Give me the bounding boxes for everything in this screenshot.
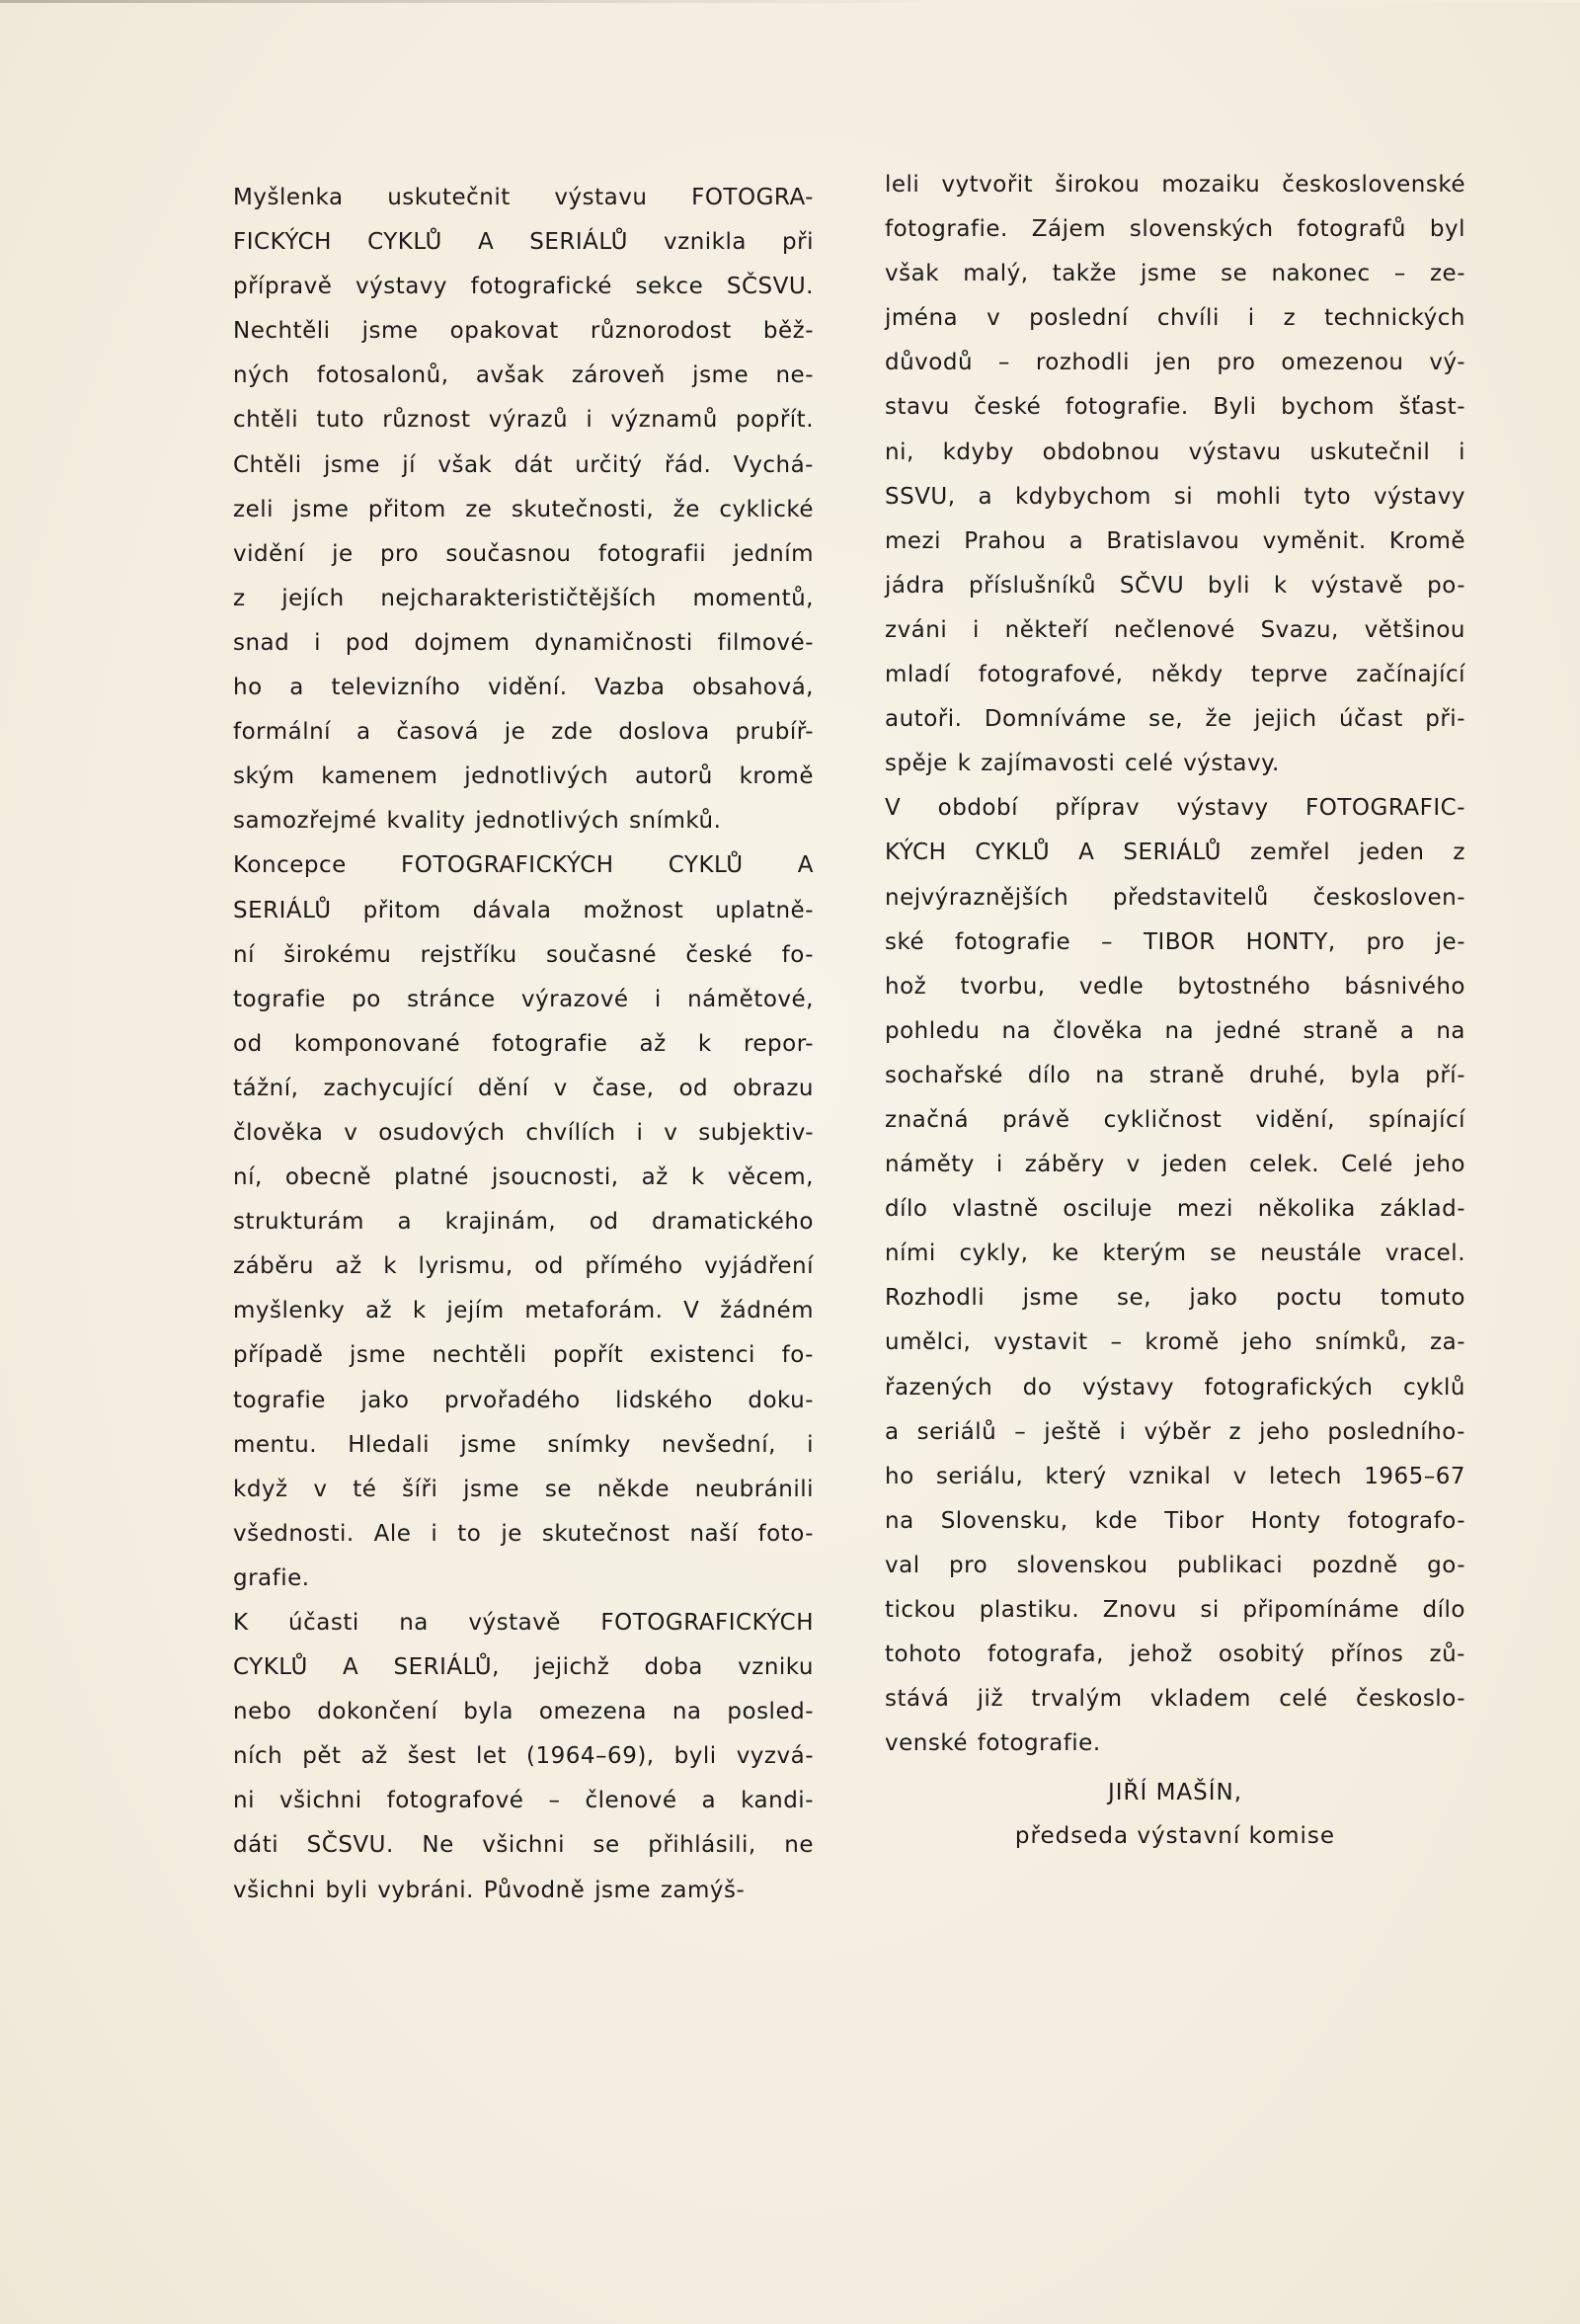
text-line: val pro slovenskou publikaci pozdně go- [885, 1552, 1465, 1578]
text-line: sochařské dílo na straně druhé, byla pří- [885, 1062, 1465, 1088]
text-line: a seriálů – ještě i výběr z jeho posledního- [885, 1418, 1465, 1445]
text-line: autoři. Domníváme se, že jejich účast při- [885, 706, 1465, 733]
text-line: strukturám a krajinám, od dramatického [233, 1209, 814, 1236]
signature-name: JIŘÍ MAŠÍN, [1107, 1780, 1243, 1805]
text-line: značná právě cykličnost vidění, spínající [885, 1106, 1465, 1133]
text-line: myšlenky až k jejím metaforám. V žádném [233, 1298, 814, 1324]
text-line: však malý, takže jsme se nakonec – ze- [885, 261, 1465, 287]
text-line: ho a televizního vidění. Vazba obsahová, [233, 675, 814, 701]
text-line: nejvýraznějších představitelů českosloven- [885, 884, 1465, 911]
text-line: hož tvorbu, vedle bytostného básnivého [885, 973, 1465, 1000]
text-line: ským kamenem jednotlivých autorů kromě [233, 763, 814, 790]
text-line: Nechtěli jsme opakovat různorodost běž- [233, 318, 814, 345]
text-line: mentu. Hledali jsme snímky nevšední, i [233, 1431, 814, 1458]
text-line: od komponované fotografie až k repor- [233, 1030, 814, 1057]
text-line: tohoto fotografa, jehož osobitý přínos zů- [885, 1642, 1465, 1668]
text-line: grafie. [233, 1564, 310, 1591]
text-line: ho seriálu, který vznikal v letech 1965–67 [885, 1463, 1465, 1489]
text-line: CYKLŮ A SERIÁLŮ, jejichž doba vzniku [233, 1654, 814, 1681]
text-line: nebo dokončení byla omezena na posled- [233, 1699, 814, 1725]
text-line: stává již trvalým vkladem celé českoslo- [885, 1686, 1465, 1713]
text-line: umělci, vystavit – kromě jeho snímků, za- [885, 1329, 1465, 1356]
text-line: fotografie. Zájem slovenských fotografů byl [885, 216, 1465, 243]
text-line: dáti SČSVU. Ne všichni se přihlásili, ne [233, 1832, 814, 1859]
text-line: tografie po stránce výrazové i námětové, [233, 986, 814, 1012]
text-line: K účasti na výstavě FOTOGRAFICKÝCH [233, 1610, 814, 1636]
text-line: náměty i záběry v jeden celek. Celé jeho [885, 1152, 1465, 1178]
text-line: přípravě výstavy fotografické sekce SČSVU. [233, 274, 814, 300]
text-line: z jejích nejcharakterističtějších momentů, [233, 585, 814, 611]
left-text-column [233, 176, 814, 1913]
text-line: všichni byli vybráni. Původně jsme zamýš- [233, 1877, 746, 1903]
text-line: dílo vlastně osciluje mezi několika základ- [885, 1196, 1465, 1223]
text-line: řazených do výstavy fotografických cyklů [885, 1374, 1465, 1401]
text-line: spěje k zajímavosti celé výstavy. [885, 751, 1280, 777]
text-line: tografie jako prvořadého lidského doku- [233, 1387, 814, 1413]
text-line: samozřejmé kvality jednotlivých snímků. [233, 808, 722, 835]
text-line: mezi Prahou a Bratislavou vyměnit. Kromě [885, 527, 1465, 554]
text-line: důvodů – rozhodli jen pro omezenou vý- [885, 350, 1465, 376]
text-line: všednosti. Ale i to je skutečnost naší foto- [233, 1520, 814, 1547]
text-line: Rozhodli jsme se, jako poctu tomuto [885, 1285, 1465, 1312]
text-line: SERIÁLŮ přitom dávala možnost uplatně- [233, 897, 814, 923]
text-line: ných fotosalonů, avšak zároveň jsme ne- [233, 362, 814, 389]
text-line: formální a časová je zde doslova prubíř- [233, 719, 814, 746]
text-line: tážní, zachycující dění v čase, od obrazu [233, 1075, 814, 1101]
signature-role: předseda výstavní komise [1014, 1823, 1336, 1849]
text-line: Myšlenka uskutečnit výstavu FOTOGRA- [233, 185, 814, 210]
text-line: stavu české fotografie. Byli bychom šťast- [885, 394, 1465, 421]
text-line: FICKÝCH CYKLŮ A SERIÁLŮ vznikla při [233, 229, 814, 256]
text-line: Koncepce FOTOGRAFICKÝCH CYKLŮ A [233, 852, 814, 879]
text-line: ské fotografie – TIBOR HONTY, pro je- [885, 928, 1465, 955]
text-line: zeli jsme přitom ze skutečnosti, že cyklické [233, 496, 814, 522]
text-line: ními cykly, ke kterým se neustále vracel. [885, 1241, 1465, 1267]
text-line: tickou plastiku. Znovu si připomínáme dílo [885, 1597, 1465, 1623]
text-line: záběru až k lyrismu, od přímého vyjádření [233, 1253, 814, 1280]
text-line: vidění je pro současnou fotografii jedním [233, 540, 814, 567]
text-line: chtěli tuto různost výrazů i významů popřít. [233, 407, 814, 434]
text-line: na Slovensku, kde Tibor Honty fotografo- [885, 1507, 1465, 1534]
text-line: případě jsme nechtěli popřít existenci fo- [233, 1342, 814, 1369]
text-line: V období příprav výstavy FOTOGRAFIC- [885, 795, 1465, 822]
text-line: jádra příslušníků SČVU byli k výstavě po- [885, 572, 1465, 599]
text-line: ní, obecně platné jsoucnosti, až k věcem, [233, 1164, 814, 1191]
text-line: Chtěli jsme jí však dát určitý řád. Vychá- [233, 451, 814, 478]
text-line: KÝCH CYKLŮ A SERIÁLŮ zemřel jeden z [885, 840, 1465, 866]
text-line: snad i pod dojmem dynamičnosti filmové- [233, 629, 814, 656]
text-line: venské fotografie. [885, 1730, 1101, 1757]
text-line: ních pět až šest let (1964–69), byli vyzvá- [233, 1743, 814, 1770]
text-line: člověka v osudových chvílích i v subjektiv- [233, 1119, 814, 1146]
text-line: ní širokému rejstříku současné české fo- [233, 941, 814, 968]
text-line: ni, kdyby obdobnou výstavu uskutečnil i [885, 439, 1465, 465]
text-line: mladí fotografové, někdy teprve začínající [885, 662, 1465, 688]
text-line: pohledu na člověka na jedné straně a na [885, 1017, 1465, 1044]
page-top-edge [0, 0, 1580, 3]
text-line: když v té šíři jsme se někde neubránili [233, 1476, 814, 1502]
text-line: ni všichni fotografové – členové a kandi- [233, 1788, 814, 1814]
text-line: zváni i někteří nečlenové Svazu, většinou [885, 616, 1465, 643]
right-text-column [885, 163, 1465, 1766]
signature-block [1007, 1771, 1343, 1857]
text-line: SSVU, a kdybychom si mohli tyto výstavy [885, 483, 1465, 510]
text-line: jména v poslední chvíli i z technických [885, 305, 1465, 332]
text-line: leli vytvořit širokou mozaiku československé [885, 172, 1465, 198]
